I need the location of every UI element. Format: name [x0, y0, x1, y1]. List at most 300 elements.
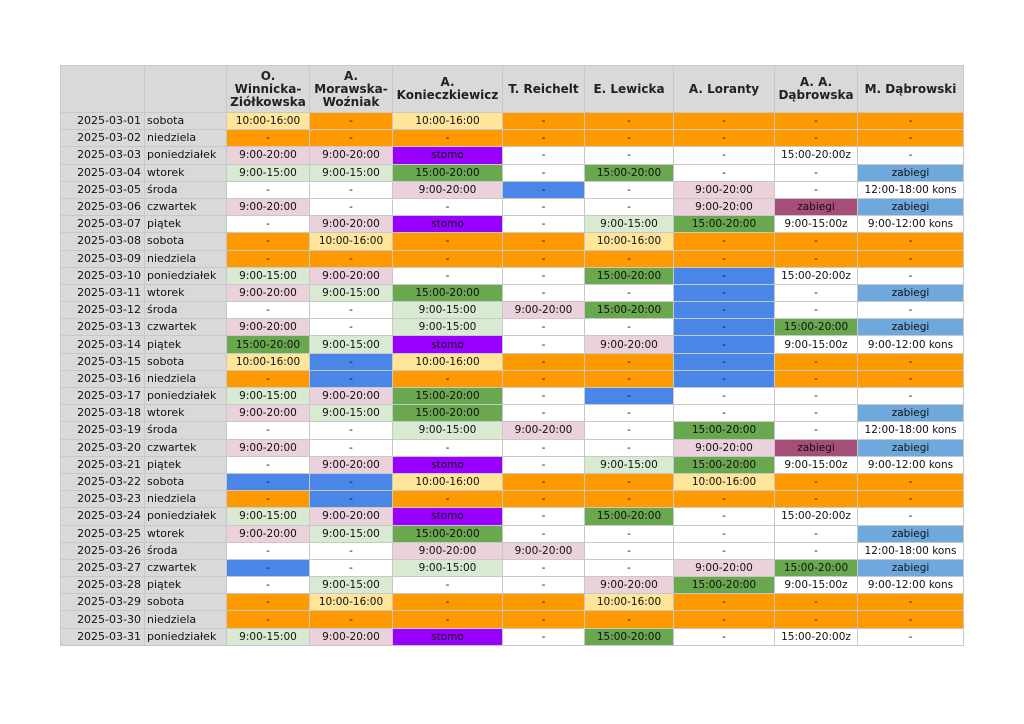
- date-cell[interactable]: 2025-03-31: [61, 628, 145, 645]
- schedule-cell[interactable]: -: [858, 302, 964, 319]
- schedule-cell[interactable]: -: [858, 473, 964, 490]
- schedule-cell[interactable]: -: [503, 525, 585, 542]
- schedule-cell[interactable]: -: [775, 422, 858, 439]
- schedule-cell[interactable]: -: [674, 130, 775, 147]
- schedule-cell[interactable]: 9:00-12:00 kons: [858, 216, 964, 233]
- schedule-cell[interactable]: 9:00-20:00: [310, 216, 393, 233]
- schedule-cell[interactable]: 12:00-18:00 kons: [858, 422, 964, 439]
- schedule-cell[interactable]: 9:00-20:00: [310, 628, 393, 645]
- schedule-cell[interactable]: stomo: [393, 628, 503, 645]
- schedule-cell[interactable]: 9:00-15:00: [227, 388, 310, 405]
- schedule-cell[interactable]: -: [227, 611, 310, 628]
- schedule-cell[interactable]: zabiegi: [858, 559, 964, 576]
- schedule-cell[interactable]: -: [775, 130, 858, 147]
- schedule-cell[interactable]: stomo: [393, 456, 503, 473]
- schedule-cell[interactable]: -: [585, 198, 674, 215]
- schedule-cell[interactable]: -: [393, 594, 503, 611]
- weekday-cell[interactable]: wtorek: [145, 284, 227, 301]
- schedule-cell[interactable]: 9:00-15:00: [310, 577, 393, 594]
- schedule-cell[interactable]: stomo: [393, 508, 503, 525]
- schedule-cell[interactable]: 15:00-20:00: [585, 302, 674, 319]
- schedule-cell[interactable]: -: [585, 250, 674, 267]
- schedule-cell[interactable]: -: [310, 473, 393, 490]
- schedule-cell[interactable]: -: [858, 233, 964, 250]
- schedule-cell[interactable]: -: [393, 577, 503, 594]
- schedule-cell[interactable]: -: [674, 405, 775, 422]
- schedule-cell[interactable]: 12:00-18:00 kons: [858, 542, 964, 559]
- date-cell[interactable]: 2025-03-24: [61, 508, 145, 525]
- schedule-cell[interactable]: -: [503, 319, 585, 336]
- schedule-cell[interactable]: -: [674, 370, 775, 387]
- date-cell[interactable]: 2025-03-27: [61, 559, 145, 576]
- schedule-cell[interactable]: 15:00-20:00z: [775, 267, 858, 284]
- schedule-cell[interactable]: -: [775, 611, 858, 628]
- schedule-cell[interactable]: -: [585, 422, 674, 439]
- schedule-cell[interactable]: 10:00-16:00: [227, 353, 310, 370]
- schedule-cell[interactable]: 15:00-20:00: [674, 456, 775, 473]
- weekday-cell[interactable]: poniedziałek: [145, 388, 227, 405]
- schedule-cell[interactable]: -: [503, 456, 585, 473]
- schedule-cell[interactable]: 9:00-20:00: [227, 439, 310, 456]
- schedule-cell[interactable]: zabiegi: [858, 439, 964, 456]
- schedule-cell[interactable]: -: [503, 267, 585, 284]
- schedule-cell[interactable]: 12:00-18:00 kons: [858, 181, 964, 198]
- schedule-cell[interactable]: -: [227, 559, 310, 576]
- schedule-cell[interactable]: 9:00-15:00: [310, 164, 393, 181]
- schedule-cell[interactable]: -: [585, 491, 674, 508]
- schedule-cell[interactable]: -: [858, 628, 964, 645]
- schedule-cell[interactable]: -: [503, 577, 585, 594]
- schedule-cell[interactable]: 15:00-20:00: [393, 164, 503, 181]
- schedule-cell[interactable]: 9:00-20:00: [227, 525, 310, 542]
- date-cell[interactable]: 2025-03-13: [61, 319, 145, 336]
- schedule-cell[interactable]: 10:00-16:00: [227, 113, 310, 130]
- schedule-cell[interactable]: -: [227, 422, 310, 439]
- schedule-cell[interactable]: -: [310, 302, 393, 319]
- schedule-cell[interactable]: 10:00-16:00: [674, 473, 775, 490]
- schedule-cell[interactable]: 9:00-15:00z: [775, 336, 858, 353]
- schedule-cell[interactable]: -: [674, 164, 775, 181]
- weekday-cell[interactable]: piątek: [145, 216, 227, 233]
- date-cell[interactable]: 2025-03-05: [61, 181, 145, 198]
- schedule-cell[interactable]: 9:00-20:00: [674, 559, 775, 576]
- schedule-cell[interactable]: 9:00-20:00: [227, 198, 310, 215]
- schedule-cell[interactable]: -: [858, 491, 964, 508]
- schedule-cell[interactable]: 9:00-15:00: [310, 405, 393, 422]
- schedule-cell[interactable]: 9:00-12:00 kons: [858, 577, 964, 594]
- date-cell[interactable]: 2025-03-18: [61, 405, 145, 422]
- schedule-cell[interactable]: -: [585, 439, 674, 456]
- date-cell[interactable]: 2025-03-17: [61, 388, 145, 405]
- schedule-cell[interactable]: -: [503, 147, 585, 164]
- schedule-cell[interactable]: stomo: [393, 216, 503, 233]
- schedule-cell[interactable]: 9:00-15:00: [227, 508, 310, 525]
- schedule-cell[interactable]: -: [775, 233, 858, 250]
- date-cell[interactable]: 2025-03-26: [61, 542, 145, 559]
- schedule-cell[interactable]: -: [585, 147, 674, 164]
- date-cell[interactable]: 2025-03-10: [61, 267, 145, 284]
- schedule-cell[interactable]: 9:00-20:00: [393, 181, 503, 198]
- schedule-cell[interactable]: -: [310, 422, 393, 439]
- schedule-cell[interactable]: -: [674, 302, 775, 319]
- weekday-cell[interactable]: środa: [145, 302, 227, 319]
- schedule-cell[interactable]: -: [674, 147, 775, 164]
- schedule-cell[interactable]: 10:00-16:00: [393, 473, 503, 490]
- date-cell[interactable]: 2025-03-23: [61, 491, 145, 508]
- schedule-cell[interactable]: -: [393, 439, 503, 456]
- schedule-cell[interactable]: 9:00-15:00: [393, 319, 503, 336]
- schedule-cell[interactable]: -: [227, 302, 310, 319]
- date-cell[interactable]: 2025-03-07: [61, 216, 145, 233]
- schedule-cell[interactable]: -: [227, 250, 310, 267]
- schedule-cell[interactable]: -: [775, 250, 858, 267]
- weekday-cell[interactable]: sobota: [145, 353, 227, 370]
- schedule-cell[interactable]: -: [393, 370, 503, 387]
- schedule-cell[interactable]: -: [674, 628, 775, 645]
- schedule-cell[interactable]: -: [503, 130, 585, 147]
- schedule-cell[interactable]: -: [310, 250, 393, 267]
- schedule-cell[interactable]: 10:00-16:00: [393, 113, 503, 130]
- schedule-cell[interactable]: -: [503, 508, 585, 525]
- weekday-cell[interactable]: środa: [145, 181, 227, 198]
- date-cell[interactable]: 2025-03-22: [61, 473, 145, 490]
- date-cell[interactable]: 2025-03-08: [61, 233, 145, 250]
- schedule-cell[interactable]: -: [503, 113, 585, 130]
- weekday-cell[interactable]: sobota: [145, 233, 227, 250]
- schedule-cell[interactable]: 15:00-20:00: [585, 267, 674, 284]
- weekday-cell[interactable]: niedziela: [145, 491, 227, 508]
- schedule-cell[interactable]: -: [393, 198, 503, 215]
- schedule-cell[interactable]: 15:00-20:00: [393, 405, 503, 422]
- schedule-cell[interactable]: -: [858, 147, 964, 164]
- date-cell[interactable]: 2025-03-29: [61, 594, 145, 611]
- schedule-cell[interactable]: -: [858, 353, 964, 370]
- schedule-cell[interactable]: -: [585, 611, 674, 628]
- schedule-cell[interactable]: -: [393, 267, 503, 284]
- schedule-cell[interactable]: -: [310, 353, 393, 370]
- schedule-cell[interactable]: -: [858, 508, 964, 525]
- schedule-cell[interactable]: -: [503, 250, 585, 267]
- schedule-cell[interactable]: -: [858, 130, 964, 147]
- date-cell[interactable]: 2025-03-02: [61, 130, 145, 147]
- date-cell[interactable]: 2025-03-03: [61, 147, 145, 164]
- schedule-cell[interactable]: -: [310, 542, 393, 559]
- schedule-cell[interactable]: 10:00-16:00: [310, 594, 393, 611]
- schedule-cell[interactable]: -: [503, 164, 585, 181]
- schedule-cell[interactable]: -: [503, 181, 585, 198]
- schedule-cell[interactable]: -: [310, 113, 393, 130]
- date-cell[interactable]: 2025-03-14: [61, 336, 145, 353]
- schedule-cell[interactable]: 9:00-20:00: [674, 198, 775, 215]
- schedule-cell[interactable]: 9:00-15:00: [393, 559, 503, 576]
- schedule-cell[interactable]: -: [227, 181, 310, 198]
- schedule-cell[interactable]: -: [775, 491, 858, 508]
- schedule-cell[interactable]: -: [858, 267, 964, 284]
- weekday-cell[interactable]: czwartek: [145, 198, 227, 215]
- schedule-cell[interactable]: 15:00-20:00z: [775, 628, 858, 645]
- schedule-cell[interactable]: 15:00-20:00: [585, 628, 674, 645]
- schedule-cell[interactable]: -: [503, 336, 585, 353]
- weekday-cell[interactable]: czwartek: [145, 439, 227, 456]
- date-cell[interactable]: 2025-03-25: [61, 525, 145, 542]
- schedule-cell[interactable]: -: [775, 302, 858, 319]
- schedule-cell[interactable]: 9:00-15:00: [585, 216, 674, 233]
- schedule-cell[interactable]: 9:00-20:00: [503, 302, 585, 319]
- schedule-cell[interactable]: zabiegi: [858, 164, 964, 181]
- schedule-cell[interactable]: -: [503, 628, 585, 645]
- schedule-cell[interactable]: -: [674, 336, 775, 353]
- schedule-cell[interactable]: 9:00-15:00: [227, 267, 310, 284]
- schedule-cell[interactable]: 9:00-12:00 kons: [858, 336, 964, 353]
- weekday-cell[interactable]: wtorek: [145, 405, 227, 422]
- schedule-cell[interactable]: -: [310, 559, 393, 576]
- schedule-cell[interactable]: -: [585, 370, 674, 387]
- date-cell[interactable]: 2025-03-11: [61, 284, 145, 301]
- date-cell[interactable]: 2025-03-19: [61, 422, 145, 439]
- schedule-cell[interactable]: -: [585, 113, 674, 130]
- schedule-cell[interactable]: 9:00-15:00: [393, 302, 503, 319]
- schedule-cell[interactable]: 9:00-20:00: [310, 388, 393, 405]
- date-cell[interactable]: 2025-03-12: [61, 302, 145, 319]
- schedule-cell[interactable]: 9:00-15:00: [310, 336, 393, 353]
- schedule-cell[interactable]: -: [503, 216, 585, 233]
- schedule-cell[interactable]: 9:00-15:00z: [775, 216, 858, 233]
- weekday-cell[interactable]: wtorek: [145, 525, 227, 542]
- schedule-cell[interactable]: 9:00-15:00: [227, 164, 310, 181]
- schedule-cell[interactable]: -: [858, 388, 964, 405]
- schedule-cell[interactable]: 9:00-20:00: [503, 422, 585, 439]
- schedule-cell[interactable]: 15:00-20:00: [775, 319, 858, 336]
- schedule-cell[interactable]: 15:00-20:00: [674, 216, 775, 233]
- schedule-cell[interactable]: -: [674, 594, 775, 611]
- date-cell[interactable]: 2025-03-21: [61, 456, 145, 473]
- weekday-cell[interactable]: poniedziałek: [145, 267, 227, 284]
- date-cell[interactable]: 2025-03-16: [61, 370, 145, 387]
- weekday-cell[interactable]: środa: [145, 422, 227, 439]
- schedule-cell[interactable]: -: [393, 611, 503, 628]
- schedule-cell[interactable]: -: [310, 198, 393, 215]
- schedule-cell[interactable]: -: [503, 439, 585, 456]
- schedule-cell[interactable]: -: [674, 250, 775, 267]
- schedule-cell[interactable]: -: [393, 233, 503, 250]
- weekday-cell[interactable]: poniedziałek: [145, 147, 227, 164]
- date-cell[interactable]: 2025-03-15: [61, 353, 145, 370]
- schedule-cell[interactable]: -: [674, 284, 775, 301]
- schedule-cell[interactable]: -: [503, 198, 585, 215]
- schedule-cell[interactable]: 15:00-20:00: [775, 559, 858, 576]
- schedule-cell[interactable]: -: [503, 491, 585, 508]
- weekday-cell[interactable]: środa: [145, 542, 227, 559]
- date-cell[interactable]: 2025-03-09: [61, 250, 145, 267]
- weekday-cell[interactable]: wtorek: [145, 164, 227, 181]
- schedule-cell[interactable]: -: [775, 525, 858, 542]
- schedule-cell[interactable]: -: [393, 491, 503, 508]
- date-cell[interactable]: 2025-03-20: [61, 439, 145, 456]
- schedule-cell[interactable]: 9:00-15:00: [227, 628, 310, 645]
- weekday-cell[interactable]: poniedziałek: [145, 508, 227, 525]
- schedule-cell[interactable]: -: [310, 439, 393, 456]
- schedule-cell[interactable]: -: [674, 267, 775, 284]
- schedule-cell[interactable]: -: [858, 250, 964, 267]
- date-cell[interactable]: 2025-03-01: [61, 113, 145, 130]
- schedule-cell[interactable]: -: [503, 284, 585, 301]
- schedule-cell[interactable]: 15:00-20:00: [227, 336, 310, 353]
- schedule-cell[interactable]: -: [674, 353, 775, 370]
- schedule-cell[interactable]: -: [503, 388, 585, 405]
- weekday-cell[interactable]: sobota: [145, 473, 227, 490]
- schedule-cell[interactable]: -: [674, 113, 775, 130]
- schedule-cell[interactable]: 15:00-20:00: [674, 577, 775, 594]
- schedule-cell[interactable]: 9:00-12:00 kons: [858, 456, 964, 473]
- schedule-cell[interactable]: -: [775, 594, 858, 611]
- schedule-cell[interactable]: -: [775, 473, 858, 490]
- schedule-cell[interactable]: stomo: [393, 147, 503, 164]
- schedule-cell[interactable]: 9:00-20:00: [227, 319, 310, 336]
- schedule-cell[interactable]: -: [227, 233, 310, 250]
- schedule-cell[interactable]: -: [775, 284, 858, 301]
- schedule-cell[interactable]: -: [775, 370, 858, 387]
- schedule-cell[interactable]: -: [585, 130, 674, 147]
- schedule-cell[interactable]: 9:00-20:00: [227, 284, 310, 301]
- weekday-cell[interactable]: niedziela: [145, 130, 227, 147]
- schedule-cell[interactable]: 9:00-20:00: [585, 577, 674, 594]
- schedule-cell[interactable]: -: [585, 525, 674, 542]
- schedule-cell[interactable]: -: [503, 370, 585, 387]
- schedule-cell[interactable]: 9:00-20:00: [310, 267, 393, 284]
- schedule-cell[interactable]: 9:00-15:00: [310, 525, 393, 542]
- schedule-cell[interactable]: -: [674, 319, 775, 336]
- schedule-cell[interactable]: zabiegi: [858, 284, 964, 301]
- schedule-cell[interactable]: -: [503, 405, 585, 422]
- schedule-cell[interactable]: -: [585, 559, 674, 576]
- schedule-cell[interactable]: -: [674, 525, 775, 542]
- schedule-cell[interactable]: -: [227, 594, 310, 611]
- schedule-cell[interactable]: -: [674, 233, 775, 250]
- schedule-cell[interactable]: 15:00-20:00: [393, 388, 503, 405]
- schedule-cell[interactable]: -: [775, 113, 858, 130]
- schedule-cell[interactable]: zabiegi: [858, 198, 964, 215]
- schedule-cell[interactable]: 9:00-20:00: [227, 405, 310, 422]
- schedule-cell[interactable]: 10:00-16:00: [585, 233, 674, 250]
- schedule-cell[interactable]: -: [585, 284, 674, 301]
- schedule-cell[interactable]: -: [503, 594, 585, 611]
- schedule-cell[interactable]: -: [674, 542, 775, 559]
- schedule-cell[interactable]: 9:00-20:00: [227, 147, 310, 164]
- weekday-cell[interactable]: niedziela: [145, 370, 227, 387]
- schedule-cell[interactable]: 9:00-15:00: [393, 422, 503, 439]
- schedule-cell[interactable]: -: [227, 456, 310, 473]
- schedule-cell[interactable]: 9:00-15:00z: [775, 577, 858, 594]
- schedule-cell[interactable]: 9:00-20:00: [503, 542, 585, 559]
- schedule-cell[interactable]: -: [585, 405, 674, 422]
- schedule-cell[interactable]: -: [585, 542, 674, 559]
- schedule-cell[interactable]: 15:00-20:00: [393, 284, 503, 301]
- schedule-cell[interactable]: 10:00-16:00: [310, 233, 393, 250]
- schedule-cell[interactable]: zabiegi: [775, 198, 858, 215]
- schedule-cell[interactable]: -: [227, 542, 310, 559]
- weekday-cell[interactable]: poniedziałek: [145, 628, 227, 645]
- schedule-cell[interactable]: -: [503, 353, 585, 370]
- schedule-cell[interactable]: stomo: [393, 336, 503, 353]
- schedule-cell[interactable]: -: [775, 542, 858, 559]
- schedule-cell[interactable]: 10:00-16:00: [585, 594, 674, 611]
- schedule-cell[interactable]: 9:00-20:00: [310, 147, 393, 164]
- schedule-cell[interactable]: zabiegi: [858, 525, 964, 542]
- schedule-cell[interactable]: -: [227, 491, 310, 508]
- schedule-cell[interactable]: 9:00-20:00: [393, 542, 503, 559]
- schedule-cell[interactable]: 9:00-15:00: [585, 456, 674, 473]
- schedule-cell[interactable]: -: [310, 130, 393, 147]
- schedule-cell[interactable]: -: [227, 370, 310, 387]
- schedule-cell[interactable]: 15:00-20:00z: [775, 147, 858, 164]
- schedule-cell[interactable]: 15:00-20:00: [585, 508, 674, 525]
- schedule-cell[interactable]: -: [310, 491, 393, 508]
- schedule-cell[interactable]: -: [674, 491, 775, 508]
- weekday-cell[interactable]: niedziela: [145, 611, 227, 628]
- schedule-cell[interactable]: -: [775, 181, 858, 198]
- weekday-cell[interactable]: czwartek: [145, 559, 227, 576]
- schedule-cell[interactable]: 9:00-15:00: [310, 284, 393, 301]
- schedule-cell[interactable]: 9:00-20:00: [310, 508, 393, 525]
- schedule-cell[interactable]: -: [393, 250, 503, 267]
- schedule-cell[interactable]: -: [310, 181, 393, 198]
- schedule-cell[interactable]: -: [503, 559, 585, 576]
- schedule-cell[interactable]: -: [674, 611, 775, 628]
- date-cell[interactable]: 2025-03-30: [61, 611, 145, 628]
- schedule-cell[interactable]: -: [858, 113, 964, 130]
- schedule-cell[interactable]: -: [503, 611, 585, 628]
- date-cell[interactable]: 2025-03-28: [61, 577, 145, 594]
- schedule-cell[interactable]: -: [775, 353, 858, 370]
- schedule-cell[interactable]: -: [775, 405, 858, 422]
- schedule-cell[interactable]: -: [310, 611, 393, 628]
- schedule-cell[interactable]: 15:00-20:00: [674, 422, 775, 439]
- weekday-cell[interactable]: sobota: [145, 594, 227, 611]
- weekday-cell[interactable]: czwartek: [145, 319, 227, 336]
- schedule-cell[interactable]: 9:00-20:00: [310, 456, 393, 473]
- schedule-cell[interactable]: -: [858, 594, 964, 611]
- schedule-cell[interactable]: 10:00-16:00: [393, 353, 503, 370]
- schedule-cell[interactable]: -: [858, 611, 964, 628]
- schedule-cell[interactable]: 15:00-20:00: [585, 164, 674, 181]
- weekday-cell[interactable]: sobota: [145, 113, 227, 130]
- schedule-cell[interactable]: -: [503, 233, 585, 250]
- weekday-cell[interactable]: piątek: [145, 577, 227, 594]
- schedule-cell[interactable]: -: [393, 130, 503, 147]
- schedule-cell[interactable]: 9:00-20:00: [674, 181, 775, 198]
- date-cell[interactable]: 2025-03-04: [61, 164, 145, 181]
- schedule-cell[interactable]: 9:00-20:00: [674, 439, 775, 456]
- schedule-cell[interactable]: -: [585, 473, 674, 490]
- schedule-cell[interactable]: 15:00-20:00z: [775, 508, 858, 525]
- date-cell[interactable]: 2025-03-06: [61, 198, 145, 215]
- schedule-cell[interactable]: -: [585, 388, 674, 405]
- schedule-cell[interactable]: 9:00-20:00: [585, 336, 674, 353]
- schedule-cell[interactable]: 9:00-15:00z: [775, 456, 858, 473]
- schedule-cell[interactable]: zabiegi: [858, 319, 964, 336]
- weekday-cell[interactable]: piątek: [145, 336, 227, 353]
- schedule-cell[interactable]: -: [674, 508, 775, 525]
- schedule-cell[interactable]: zabiegi: [858, 405, 964, 422]
- weekday-cell[interactable]: niedziela: [145, 250, 227, 267]
- weekday-cell[interactable]: piątek: [145, 456, 227, 473]
- schedule-cell[interactable]: -: [310, 370, 393, 387]
- schedule-cell[interactable]: -: [227, 216, 310, 233]
- schedule-cell[interactable]: -: [585, 353, 674, 370]
- schedule-cell[interactable]: -: [674, 388, 775, 405]
- schedule-cell[interactable]: -: [775, 388, 858, 405]
- schedule-cell[interactable]: -: [585, 181, 674, 198]
